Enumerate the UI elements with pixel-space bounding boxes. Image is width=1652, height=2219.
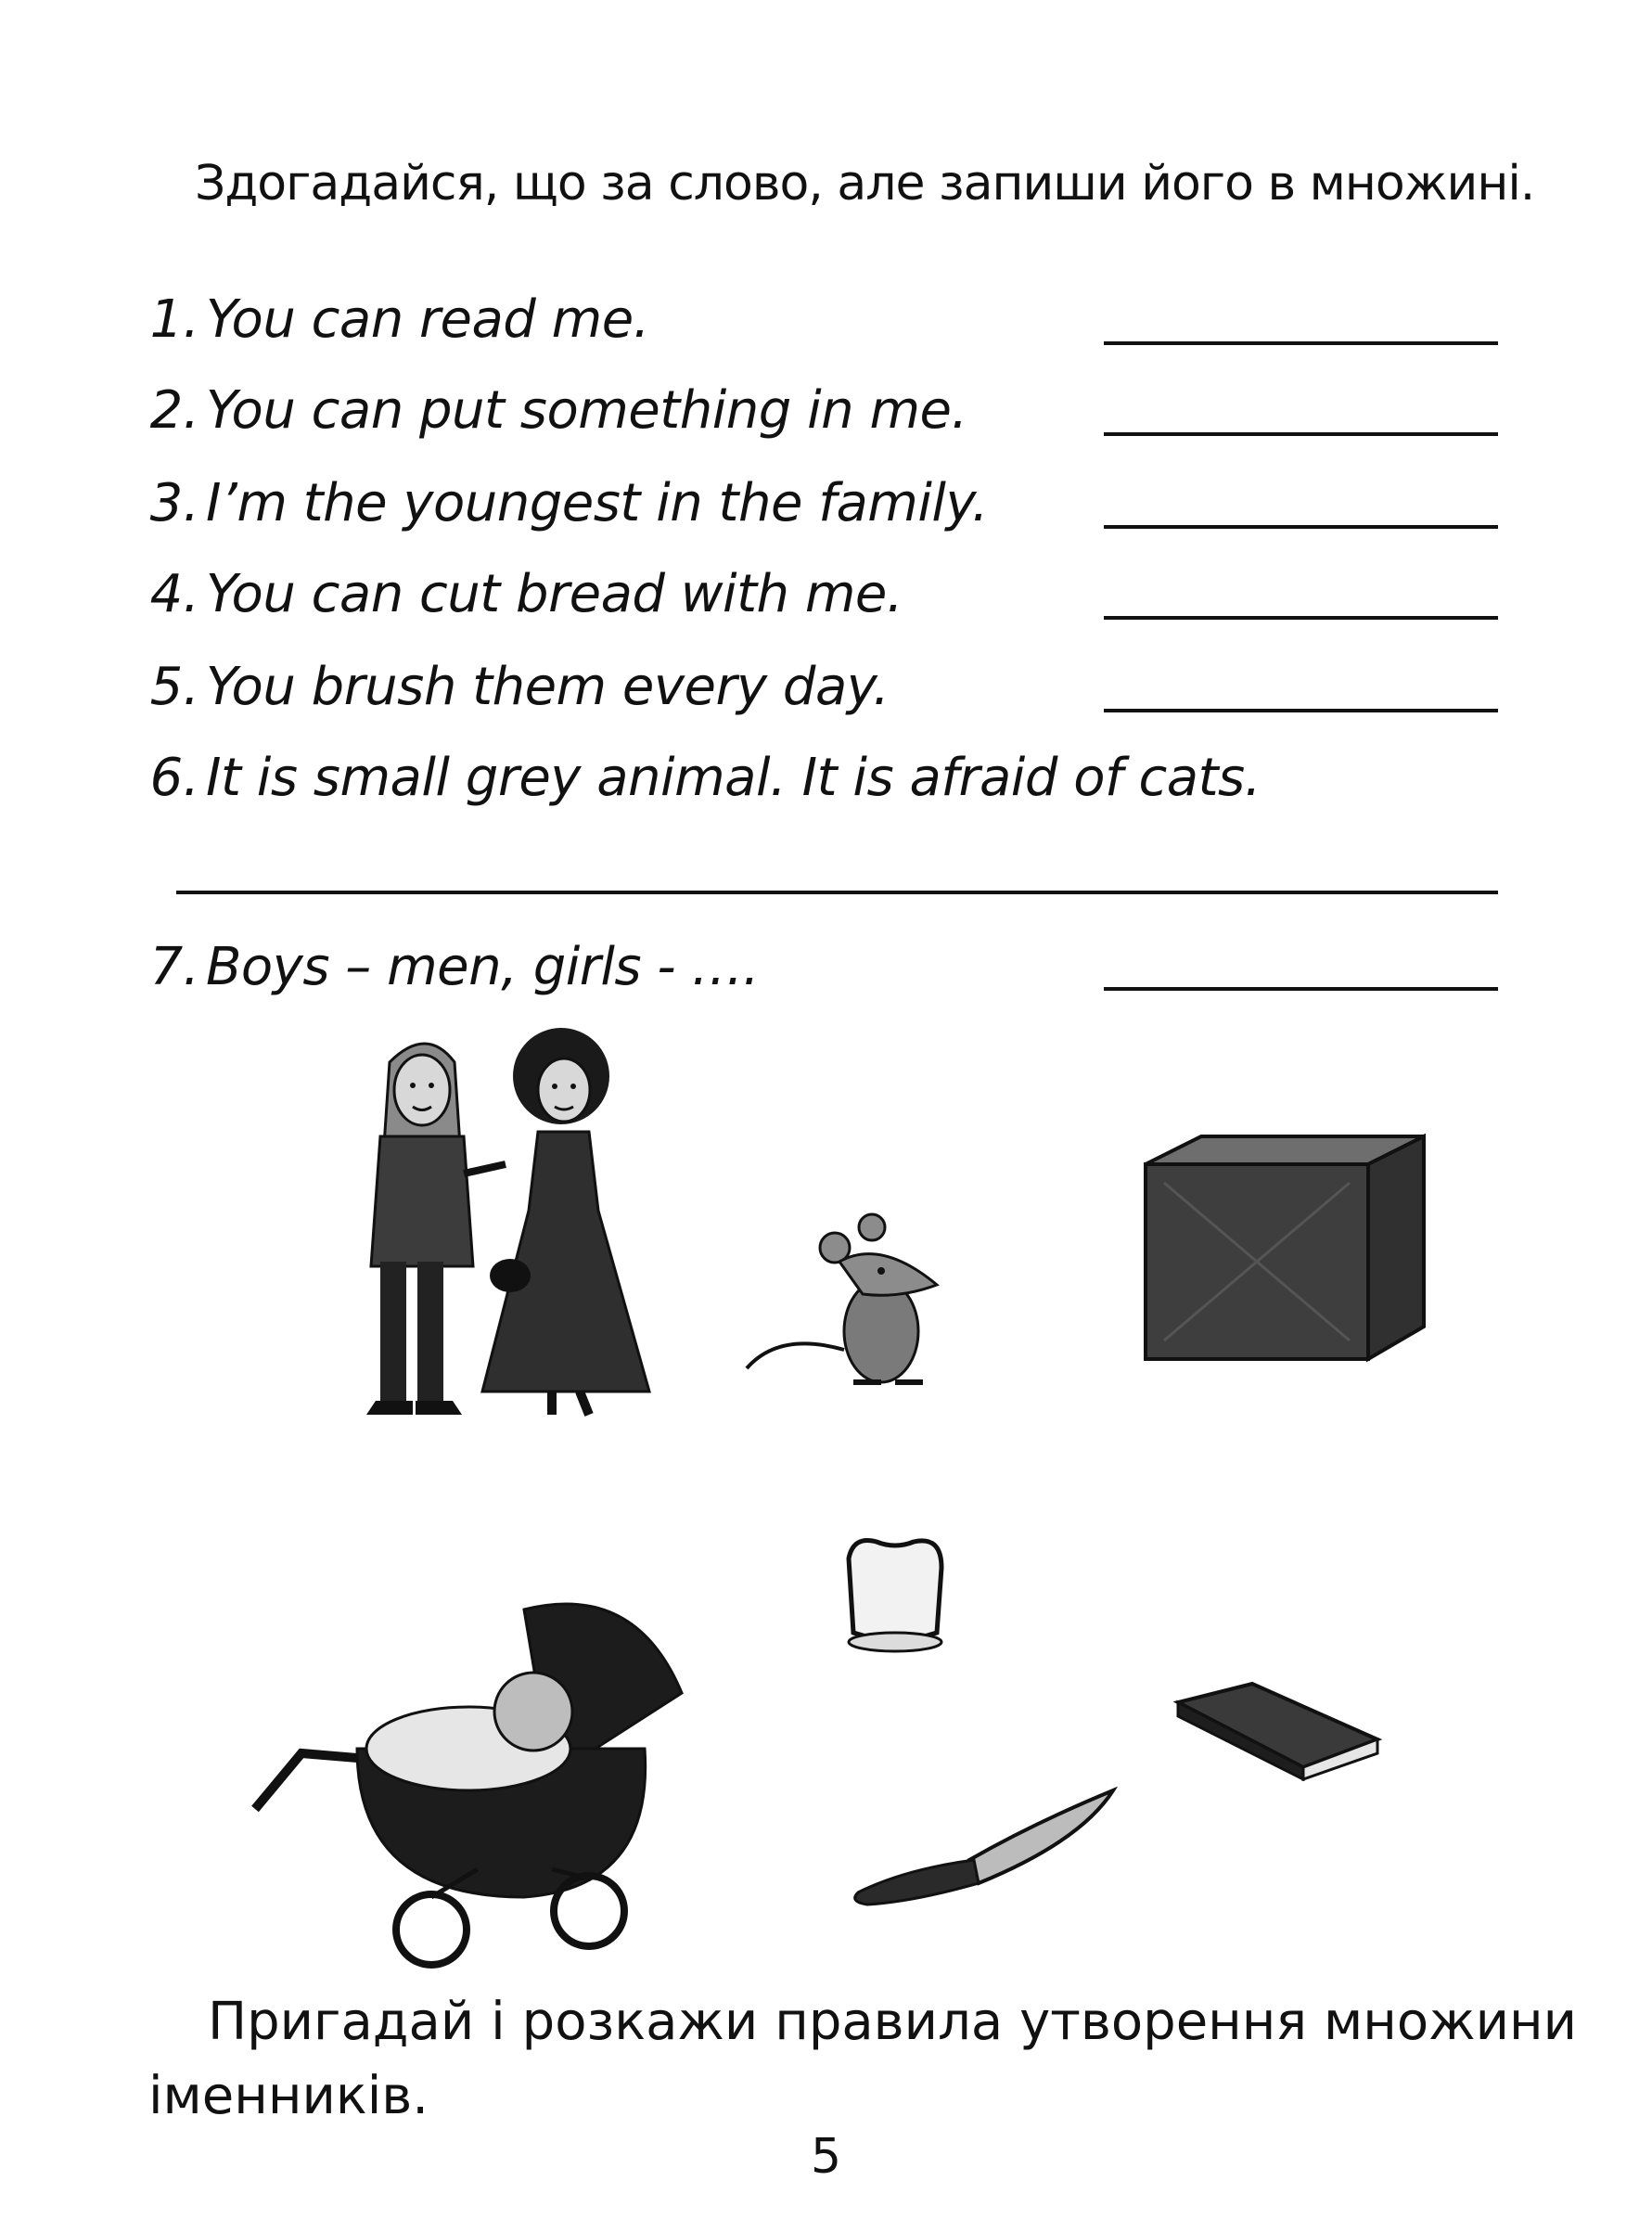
answer-line[interactable] (1104, 432, 1498, 436)
question-number: 4. (149, 564, 199, 624)
question-text: You brush them every day. (206, 657, 890, 717)
instruction-bottom: Пригадай і розкажи правила утворення множини іменників. (148, 1992, 1577, 2126)
question-text: You can put something in me. (206, 380, 967, 441)
women-illustration (325, 1025, 659, 1433)
mouse-illustration (742, 1211, 965, 1396)
answer-line[interactable] (1104, 341, 1498, 345)
question-text: Boys – men, girls - …. (206, 937, 760, 997)
answer-line-long[interactable] (176, 891, 1498, 894)
instruction-top: Здогадайся, що за слово, але запиши його в множині. (195, 156, 1535, 212)
question-text: You can read me. (206, 289, 649, 350)
question-number: 7. (149, 937, 199, 997)
question-number: 5. (149, 657, 199, 717)
answer-line[interactable] (1104, 987, 1498, 991)
question-text: It is small grey animal. It is afraid of cats. (206, 748, 1261, 808)
question-number: 1. (149, 289, 199, 350)
knife-illustration (849, 1786, 1118, 1906)
answer-line[interactable] (1104, 616, 1498, 620)
question-number: 2. (149, 380, 199, 441)
page-number: 5 (810, 2129, 842, 2185)
answer-line[interactable] (1104, 709, 1498, 712)
box-illustration (1136, 1127, 1433, 1368)
question-number: 3. (149, 473, 199, 533)
book-illustration (1173, 1679, 1382, 1781)
answer-line[interactable] (1104, 525, 1498, 529)
question-text: You can cut bread with me. (206, 564, 903, 624)
baby-in-pram-illustration (246, 1591, 696, 1976)
question-text: I’m the youngest in the family. (206, 473, 989, 533)
question-number: 6. (149, 748, 199, 808)
tooth-illustration (835, 1531, 955, 1670)
